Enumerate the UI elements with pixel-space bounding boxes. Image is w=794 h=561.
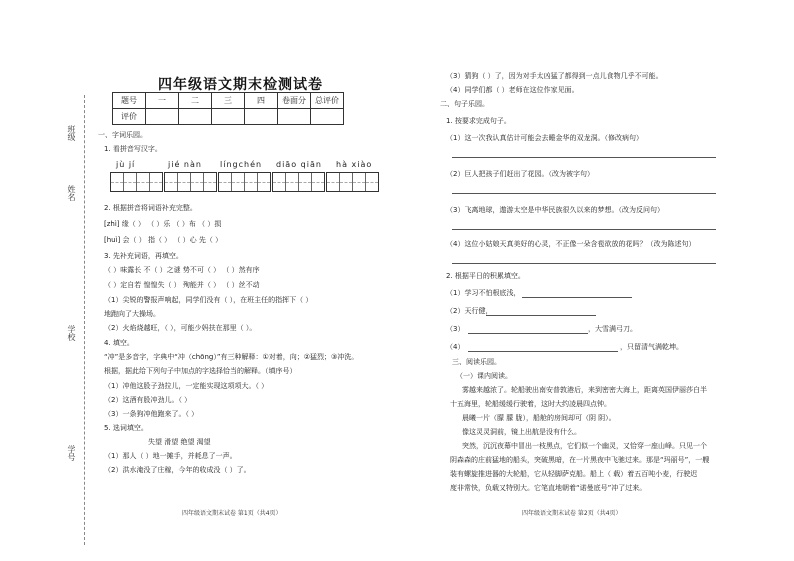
- answer-line[interactable]: [468, 350, 618, 352]
- q5-item: （1）那人（ ）地一摊手，并耗息了一声。: [104, 452, 237, 460]
- page-footer: 四年级语文期末试卷 第1页（共4页）: [182, 510, 282, 517]
- score-cell[interactable]: [146, 109, 179, 125]
- score-cell: 四: [245, 93, 278, 109]
- q2-row: [huì] 会（ ） 指（ ） （ ）心 先（ ）: [104, 236, 223, 244]
- answer-line[interactable]: [486, 314, 596, 316]
- score-cell: 题号: [113, 93, 146, 109]
- subsection-heading: （一）课内阅读。: [456, 372, 512, 380]
- score-cell: 三: [212, 93, 245, 109]
- passage-line: 十五海里，轮船缓缓行驶着，这时大约凌晨四点钟。: [450, 400, 611, 408]
- q4-item: （3）一条狗冲他跑来了。（ ）: [104, 410, 199, 418]
- q4-intro: “冲”是多音字，字典中“冲（chōng）”有三种解释：①对着，向；②猛烈；③冲洗。: [104, 353, 359, 361]
- answer-line[interactable]: [468, 332, 588, 334]
- page-title: 四年级语文期末检测试卷: [158, 77, 323, 93]
- char-grid[interactable]: [218, 172, 271, 192]
- answer-line[interactable]: [452, 192, 716, 194]
- score-cell[interactable]: [212, 109, 245, 125]
- rewrite-item: （4）这位小姑娘天真美好的心灵，不正像一朵含苞欲放的花吗？（改为陈述句）: [446, 240, 696, 248]
- side-label-name: 姓名: [67, 185, 76, 201]
- score-cell[interactable]: [311, 109, 344, 125]
- q3-row: （ ）味露长 不（ ）之谜 势不可（ ） （ ）然有序: [104, 266, 260, 274]
- answer-line[interactable]: [522, 296, 632, 298]
- score-cell: 一: [146, 93, 179, 109]
- question-2: 2. 根据拼音将词语补充完整。: [104, 204, 197, 212]
- section-heading: 一、字词乐园。: [98, 131, 147, 139]
- score-table-row: [113, 93, 344, 109]
- q4-instruction: 根据，据此给下列句子中加点的字选择恰当的解释。（填序号）: [104, 367, 297, 375]
- passage-line: 像这灵灵洞前，镜上出航是没有什么。: [462, 428, 581, 436]
- score-cell: 评价: [113, 109, 146, 125]
- binding-line: [84, 95, 85, 545]
- rewrite-item: （1）这一次我认真估计可能会去睡金华的双龙洞。（修改病句）: [446, 134, 643, 142]
- side-label-class: 班级: [67, 125, 76, 141]
- answer-line[interactable]: [452, 156, 716, 158]
- score-table-row: [113, 109, 344, 125]
- recite-item: （3）: [446, 325, 465, 333]
- pinyin-1: jù jí: [116, 160, 136, 169]
- score-cell: 卷面分: [278, 93, 311, 109]
- recite-tail: ，大雪满弓刀。: [588, 325, 637, 333]
- score-cell: 总评价: [311, 93, 344, 109]
- recite-item: （1）学习不怕根底浅，: [446, 289, 521, 297]
- score-cell[interactable]: [278, 109, 311, 125]
- question-3: 3. 先补充词语，再填空。: [104, 252, 183, 260]
- section-heading: 二、句子乐园。: [440, 100, 489, 108]
- fill-sentence: （4）同学们都（ ）老师在这位作家见面。: [446, 86, 579, 94]
- q3-sentence: （2）火焰烧越旺，（ ），可能少妈扶在那里（ ）。: [104, 324, 257, 332]
- question-2: 2. 根据平日的积累填空。: [446, 272, 525, 280]
- question-1: 1. 看拼音写汉字。: [104, 145, 162, 153]
- char-grid[interactable]: [272, 172, 325, 192]
- side-label-school: 学校: [67, 325, 76, 341]
- question-1: 1. 按要求完成句子。: [446, 117, 511, 125]
- rewrite-item: （2）巨人把孩子们赶出了花园。（改为被字句）: [446, 170, 594, 178]
- score-cell[interactable]: [245, 109, 278, 125]
- section-heading: 三、阅读乐园。: [452, 358, 501, 366]
- q4-item: （1）冲他这股子劲拉儿，一定能实现这项项大。（ ）: [104, 382, 269, 390]
- char-grid[interactable]: [164, 172, 217, 192]
- side-label-number: 学号: [67, 445, 76, 461]
- q2-row: [zhì] 缘（ ） （ ）乐 （ ）布 （ ）损: [104, 220, 222, 228]
- passage-line: 阴森森的庄前猛地的船头，突破黑暗，在一片黑夜中飞驰过来。那是“玛丽号”，一艘: [450, 456, 710, 464]
- question-4: 4. 填空。: [104, 339, 134, 347]
- passage-line: 雾越来越浓了。轮船驶出南安普敦港后，来到密密大海上，距离英国伊丽莎白半: [462, 386, 707, 394]
- char-grid[interactable]: [326, 172, 379, 192]
- score-cell[interactable]: [179, 109, 212, 125]
- answer-line[interactable]: [452, 228, 716, 230]
- recite-item: （2）天行健，: [446, 307, 493, 315]
- recite-item: （4）: [446, 343, 465, 351]
- q3-row: （ ）定自若 惶惶失（ ） 殉能并（ ） （ ）丝不动: [104, 281, 260, 289]
- passage-line: 突然，沉沉夜幕中冒出一枝黑点，它们似一个幽灵，又恰穿一座山峰。只见一个: [462, 442, 707, 450]
- char-grid[interactable]: [110, 172, 163, 192]
- passage-line: 度非常快，负载又特别大。它笔直地朝着“诺曼底号”冲了过来。: [450, 484, 647, 492]
- q3-sentence-cont: 地跑向了大操场。: [104, 310, 160, 318]
- recite-tail: ，只留清气满乾坤。: [620, 343, 683, 351]
- word-choices: 失望 滑望 绝望 渴望: [148, 438, 211, 446]
- q3-sentence: （1）尖锐的警报声响起，同学们没有（ ），在班主任的指挥下（ ）: [104, 296, 313, 304]
- q4-item: （2）这酒有股冲劲儿。（ ）: [104, 396, 192, 404]
- q5-item: （2）洪水淹没了庄稼，今年的收成没（ ）了。: [104, 466, 251, 474]
- passage-line: 晨曦一片（朦 朦 胧），船舱的房间却可（阴 阴）。: [462, 414, 616, 422]
- question-5: 5. 选词填空。: [104, 424, 148, 432]
- rewrite-item: （3）飞离地球，遨游太空是中华民族很久以来的梦想。（改为反问句）: [446, 206, 664, 214]
- answer-line[interactable]: [452, 262, 716, 264]
- fill-sentence: （3）猜狗（ ）了，因为对手太凶猛了都得到一点儿食物几乎不可能。: [446, 72, 663, 80]
- page-footer: 四年级语文期末试卷 第2页（共4页）: [522, 510, 622, 517]
- pinyin-4: diāo qiān: [276, 160, 322, 169]
- pinyin-5: hà xiào: [336, 160, 373, 169]
- pinyin-2: jié nàn: [168, 160, 202, 169]
- score-cell: 二: [179, 93, 212, 109]
- passage-line: 装有螺旋推进器的大轮船，它从轻脚萨克船。船上（ 载）着五百吨小麦，行驶迟: [450, 470, 698, 478]
- pinyin-3: língchén: [220, 160, 263, 169]
- score-table: [112, 92, 344, 125]
